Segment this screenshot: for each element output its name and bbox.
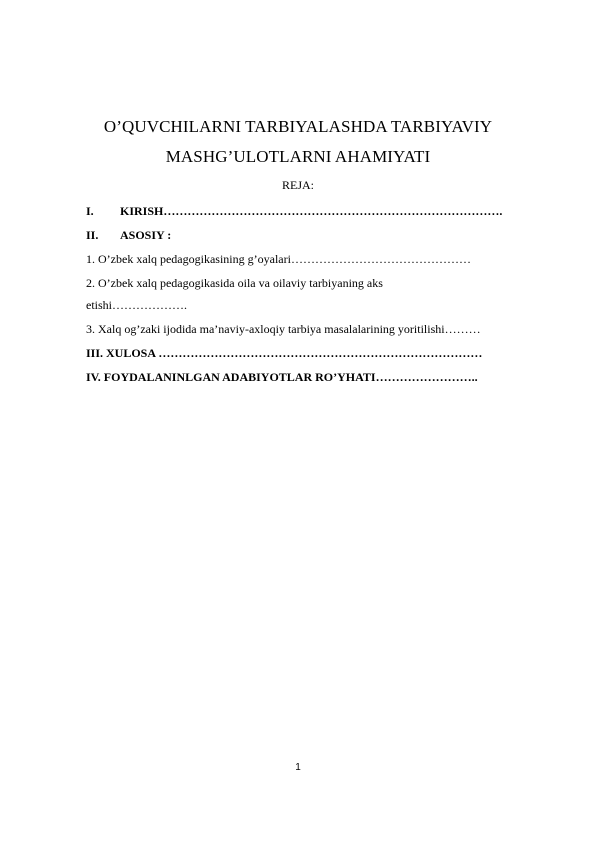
outline-item-text: ASOSIY : [120, 228, 172, 242]
outline-item-number: I. [86, 204, 94, 218]
outline-item-text: KIRISH…………………………………………………………………………. [120, 204, 503, 218]
document-title-line-1: O’QUVCHILARNI TARBIYALASHDA TARBIYAVIY [103, 117, 493, 136]
outline-item-conclusion: III. XULOSA ……………………………………………………………………… [86, 346, 483, 360]
page-number: 1 [295, 762, 301, 773]
outline-item-number: II. [86, 228, 99, 242]
outline-subitem-3: 3. Xalq og’zaki ijodida ma’naviy-axloqiy tarbiya masalalarining yoritilishi……… [86, 322, 481, 336]
outline-item-main [86, 228, 171, 243]
outline-item-references: IV. FOYDALANINLGAN ADABIYOTLAR RO’YHATI…………………….. [86, 370, 478, 384]
outline-subitem-2-line-1: 2. O’zbek xalq pedagogikasida oila va oilaviy tarbiyaning aks [86, 276, 383, 290]
outline-subitem-2-line-2: etishi………………. [86, 298, 187, 312]
outline-item-introduction [86, 204, 502, 219]
plan-heading: REJA: [281, 178, 314, 192]
document-title-line-2: MASHG’ULOTLARNI AHAMIYATI [165, 147, 431, 166]
outline-subitem-1: 1. O’zbek xalq pedagogikasining g’oyalari……………………………………… [86, 252, 471, 266]
